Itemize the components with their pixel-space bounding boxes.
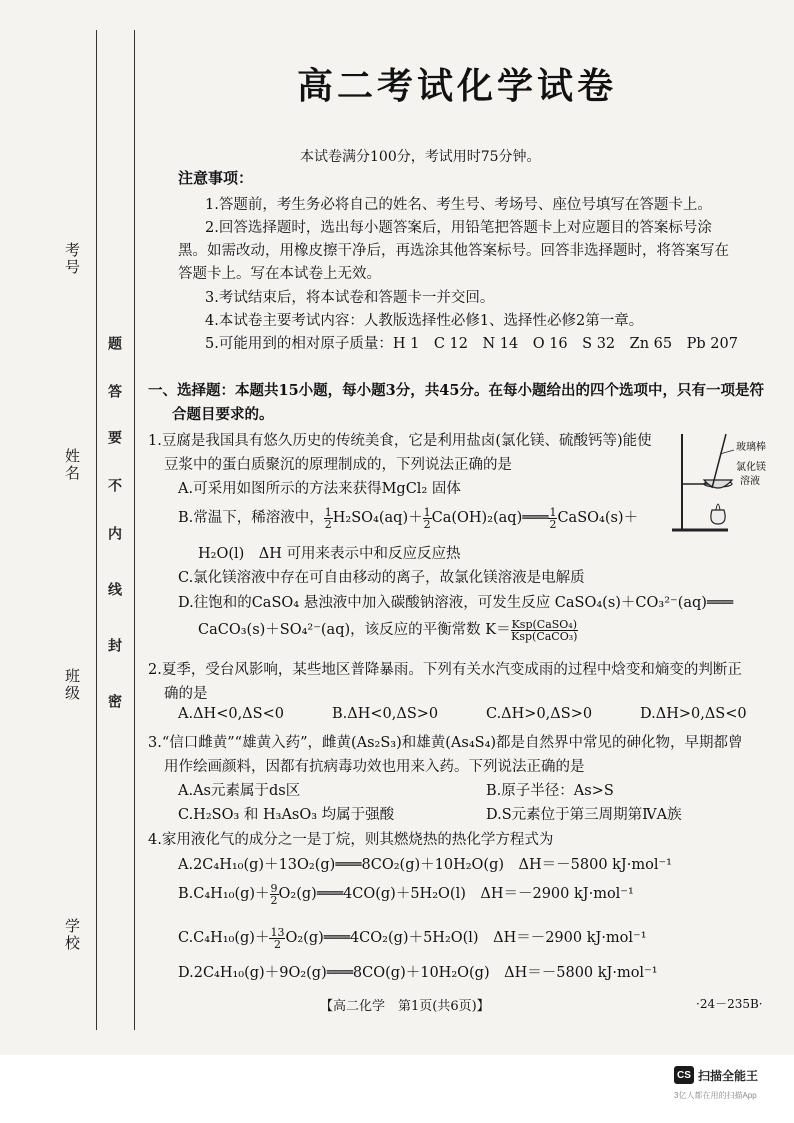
q3-stem-cont: 用作绘画颜料，因都有抗病毒功效也用来入药。下列说法正确的是 bbox=[164, 759, 585, 775]
notes-line: 黑。如需改动，用橡皮擦干净后，再选涂其他答案标号。回答非选择题时，将答案写在 bbox=[178, 243, 729, 259]
seal-char: 内 bbox=[106, 526, 122, 540]
notes-line: 5.可能用到的相对原子质量：H 1 C 12 N 14 O 16 S 32 Zn 65 Pb 207 bbox=[205, 336, 738, 352]
notes-line: 答题卡上。写在本试卷上无效。 bbox=[178, 266, 381, 282]
seal-char: 封 bbox=[106, 638, 122, 652]
fraction-denominator: 2 bbox=[423, 517, 431, 531]
q2-option-a: A.ΔH<0,ΔS<0 bbox=[178, 706, 284, 722]
label-exam-number: 考号 bbox=[63, 242, 81, 276]
fraction-half bbox=[423, 507, 432, 530]
seal-char: 题 bbox=[106, 336, 122, 350]
evaporation-apparatus-figure bbox=[668, 426, 788, 536]
k-denominator: Ksp(CaCO₃) bbox=[511, 629, 578, 643]
q1-option-a: A.可采用如图所示的方法来获得MgCl₂ 固体 bbox=[178, 481, 461, 497]
seal-char: 密 bbox=[106, 694, 122, 708]
fraction-numerator: 9 bbox=[270, 881, 278, 895]
q2-stem: 2.夏季，受台风影响，某些地区普降暴雨。下列有关水汽变成雨的过程中焓变和熵变的判断正 bbox=[148, 662, 742, 678]
fraction-numerator: 13 bbox=[270, 925, 285, 939]
section-heading: 一、选择题：本题共15小题，每小题3分，共45分。在每小题给出的四个选项中，只有一项是符 bbox=[148, 382, 764, 399]
q1-option-b-pre: B.常温下，稀溶液中， bbox=[178, 510, 324, 526]
q3-option-d: D.S元素位于第三周期第ⅣA族 bbox=[486, 807, 682, 823]
figure-label-glass-rod: 玻璃棒 bbox=[736, 442, 766, 453]
notes-line: 3.考试结束后，将本试卷和答题卡一并交回。 bbox=[205, 290, 495, 306]
q1-option-d-text: CaCO₃(s)＋SO₄²⁻(aq)，该反应的平衡常数 K＝ bbox=[198, 622, 511, 638]
q3-option-b: B.原子半径：As>S bbox=[486, 783, 614, 799]
q1-option-d-cont bbox=[198, 618, 578, 642]
exam-code: ·24－235B· bbox=[696, 997, 763, 1011]
q4-option-a: A.2C₄H₁₀(g)＋13O₂(g)═══8CO₂(g)＋10H₂O(g) ΔH＝－5800 kJ·mol⁻¹ bbox=[178, 857, 672, 873]
q1-option-b bbox=[178, 506, 638, 530]
figure-label-mgcl2: 氯化镁 bbox=[736, 462, 766, 473]
fraction-thirteen-halves bbox=[269, 927, 285, 950]
q3-option-a: A.As元素属于ds区 bbox=[178, 783, 301, 799]
k-numerator: Ksp(CaSO₄) bbox=[511, 617, 578, 631]
watermark-tagline: 3亿人都在用的扫描App bbox=[674, 1091, 757, 1100]
seal-char: 不 bbox=[106, 478, 122, 492]
label-school: 学校 bbox=[63, 918, 81, 952]
q4-option-d: D.2C₄H₁₀(g)＋9O₂(g)═══8CO(g)＋10H₂O(g) ΔH＝－5800 kJ·mol⁻¹ bbox=[178, 965, 658, 981]
seal-char: 答 bbox=[106, 384, 122, 398]
fraction-denominator: 2 bbox=[549, 517, 557, 531]
q1-stem-cont: 豆浆中的蛋白质聚沉的原理制成的，下列说法正确的是 bbox=[164, 457, 512, 473]
camscanner-logo-icon: CS bbox=[674, 1066, 694, 1084]
notes-line: 4.本试卷主要考试内容：人教版选择性必修1、选择性必修2第一章。 bbox=[205, 313, 644, 329]
q2-stem-cont: 确的是 bbox=[164, 686, 208, 702]
alcohol-lamp-icon bbox=[711, 510, 725, 524]
binding-line-outer bbox=[96, 30, 97, 1030]
page-title: 高二考试化学试卷 bbox=[296, 65, 617, 107]
q4-option-b-post: O₂(g)═══4CO(g)＋5H₂O(l) ΔH＝－2900 kJ·mol⁻¹ bbox=[278, 886, 634, 902]
seal-char: 要 bbox=[106, 430, 122, 444]
seal-char: 线 bbox=[106, 582, 122, 596]
q1-option-b-term1: H₂SO₄(aq)＋ bbox=[332, 510, 423, 526]
q4-option-c bbox=[178, 926, 647, 950]
label-class: 班级 bbox=[63, 668, 81, 702]
flame-icon bbox=[716, 504, 720, 510]
fraction-numerator: 1 bbox=[423, 505, 431, 519]
q1-option-b-term3: CaSO₄(s)＋ bbox=[557, 510, 639, 526]
fraction-denominator: 2 bbox=[270, 893, 278, 907]
q3-option-c: C.H₂SO₃ 和 H₃AsO₃ 均属于强酸 bbox=[178, 807, 395, 823]
q3-stem: 3.“信口雌黄”“雄黄入药”，雌黄(As₂S₃)和雄黄(As₄S₄)都是自然界中常见的砷化物，早期都曾 bbox=[148, 735, 743, 751]
fraction-denominator: 2 bbox=[324, 517, 332, 531]
exam-subtitle: 本试卷满分100分，考试用时75分钟。 bbox=[300, 149, 541, 165]
q4-option-c-pre: C.C₄H₁₀(g)＋ bbox=[178, 930, 270, 946]
q4-option-c-post: O₂(g)═══4CO₂(g)＋5H₂O(l) ΔH＝－2900 kJ·mol⁻¹ bbox=[285, 930, 647, 946]
notes-line: 1.答题前，考生务必将自己的姓名、考生号、考场号、座位号填写在答题卡上。 bbox=[205, 197, 712, 213]
q1-stem: 1.豆腐是我国具有悠久历史的传统美食，它是利用盐卤(氯化镁、硫酸钙等)能使 bbox=[148, 433, 652, 449]
notes-title: 注意事项： bbox=[178, 169, 254, 187]
section-heading-cont: 合题目要求的。 bbox=[172, 406, 274, 423]
q4-option-b-pre: B.C₄H₁₀(g)＋ bbox=[178, 886, 270, 902]
q1-option-b-cont: H₂O(l) ΔH 可用来表示中和反应反应热 bbox=[198, 546, 461, 562]
q1-option-b-term2: Ca(OH)₂(aq)═══ bbox=[431, 510, 549, 526]
fraction-denominator: 2 bbox=[273, 937, 281, 951]
scanner-watermark bbox=[674, 1066, 758, 1084]
q4-stem: 4.家用液化气的成分之一是丁烷，则其燃烧热的热化学方程式为 bbox=[148, 832, 554, 848]
q1-option-c: C.氯化镁溶液中存在可自由移动的离子，故氯化镁溶液是电解质 bbox=[178, 570, 585, 586]
fraction-half bbox=[324, 507, 333, 530]
q1-option-d: D.往饱和的CaSO₄ 悬浊液中加入碳酸钠溶液，可发生反应 CaSO₄(s)＋CO₃²⁻(aq)═══ bbox=[178, 595, 734, 611]
q2-option-c: C.ΔH>0,ΔS>0 bbox=[486, 706, 593, 722]
fraction-nine-halves bbox=[270, 883, 279, 906]
fraction-numerator: 1 bbox=[549, 505, 557, 519]
q2-option-d: D.ΔH>0,ΔS<0 bbox=[640, 706, 747, 722]
fraction-numerator: 1 bbox=[324, 505, 332, 519]
equilibrium-constant-fraction bbox=[511, 619, 578, 642]
q4-option-b bbox=[178, 882, 634, 906]
watermark-app-name: 扫描全能王 bbox=[698, 1068, 759, 1083]
notes-line: 2.回答选择题时，选出每小题答案后，用铅笔把答题卡上对应题目的答案标号涂 bbox=[205, 220, 712, 236]
figure-label-solution: 溶液 bbox=[740, 476, 760, 487]
binding-line-inner bbox=[134, 30, 135, 1030]
page-footer: 【高二化学 第1页(共6页)】 bbox=[320, 999, 490, 1014]
q2-option-b: B.ΔH<0,ΔS>0 bbox=[332, 706, 439, 722]
label-name: 姓名 bbox=[63, 448, 81, 482]
